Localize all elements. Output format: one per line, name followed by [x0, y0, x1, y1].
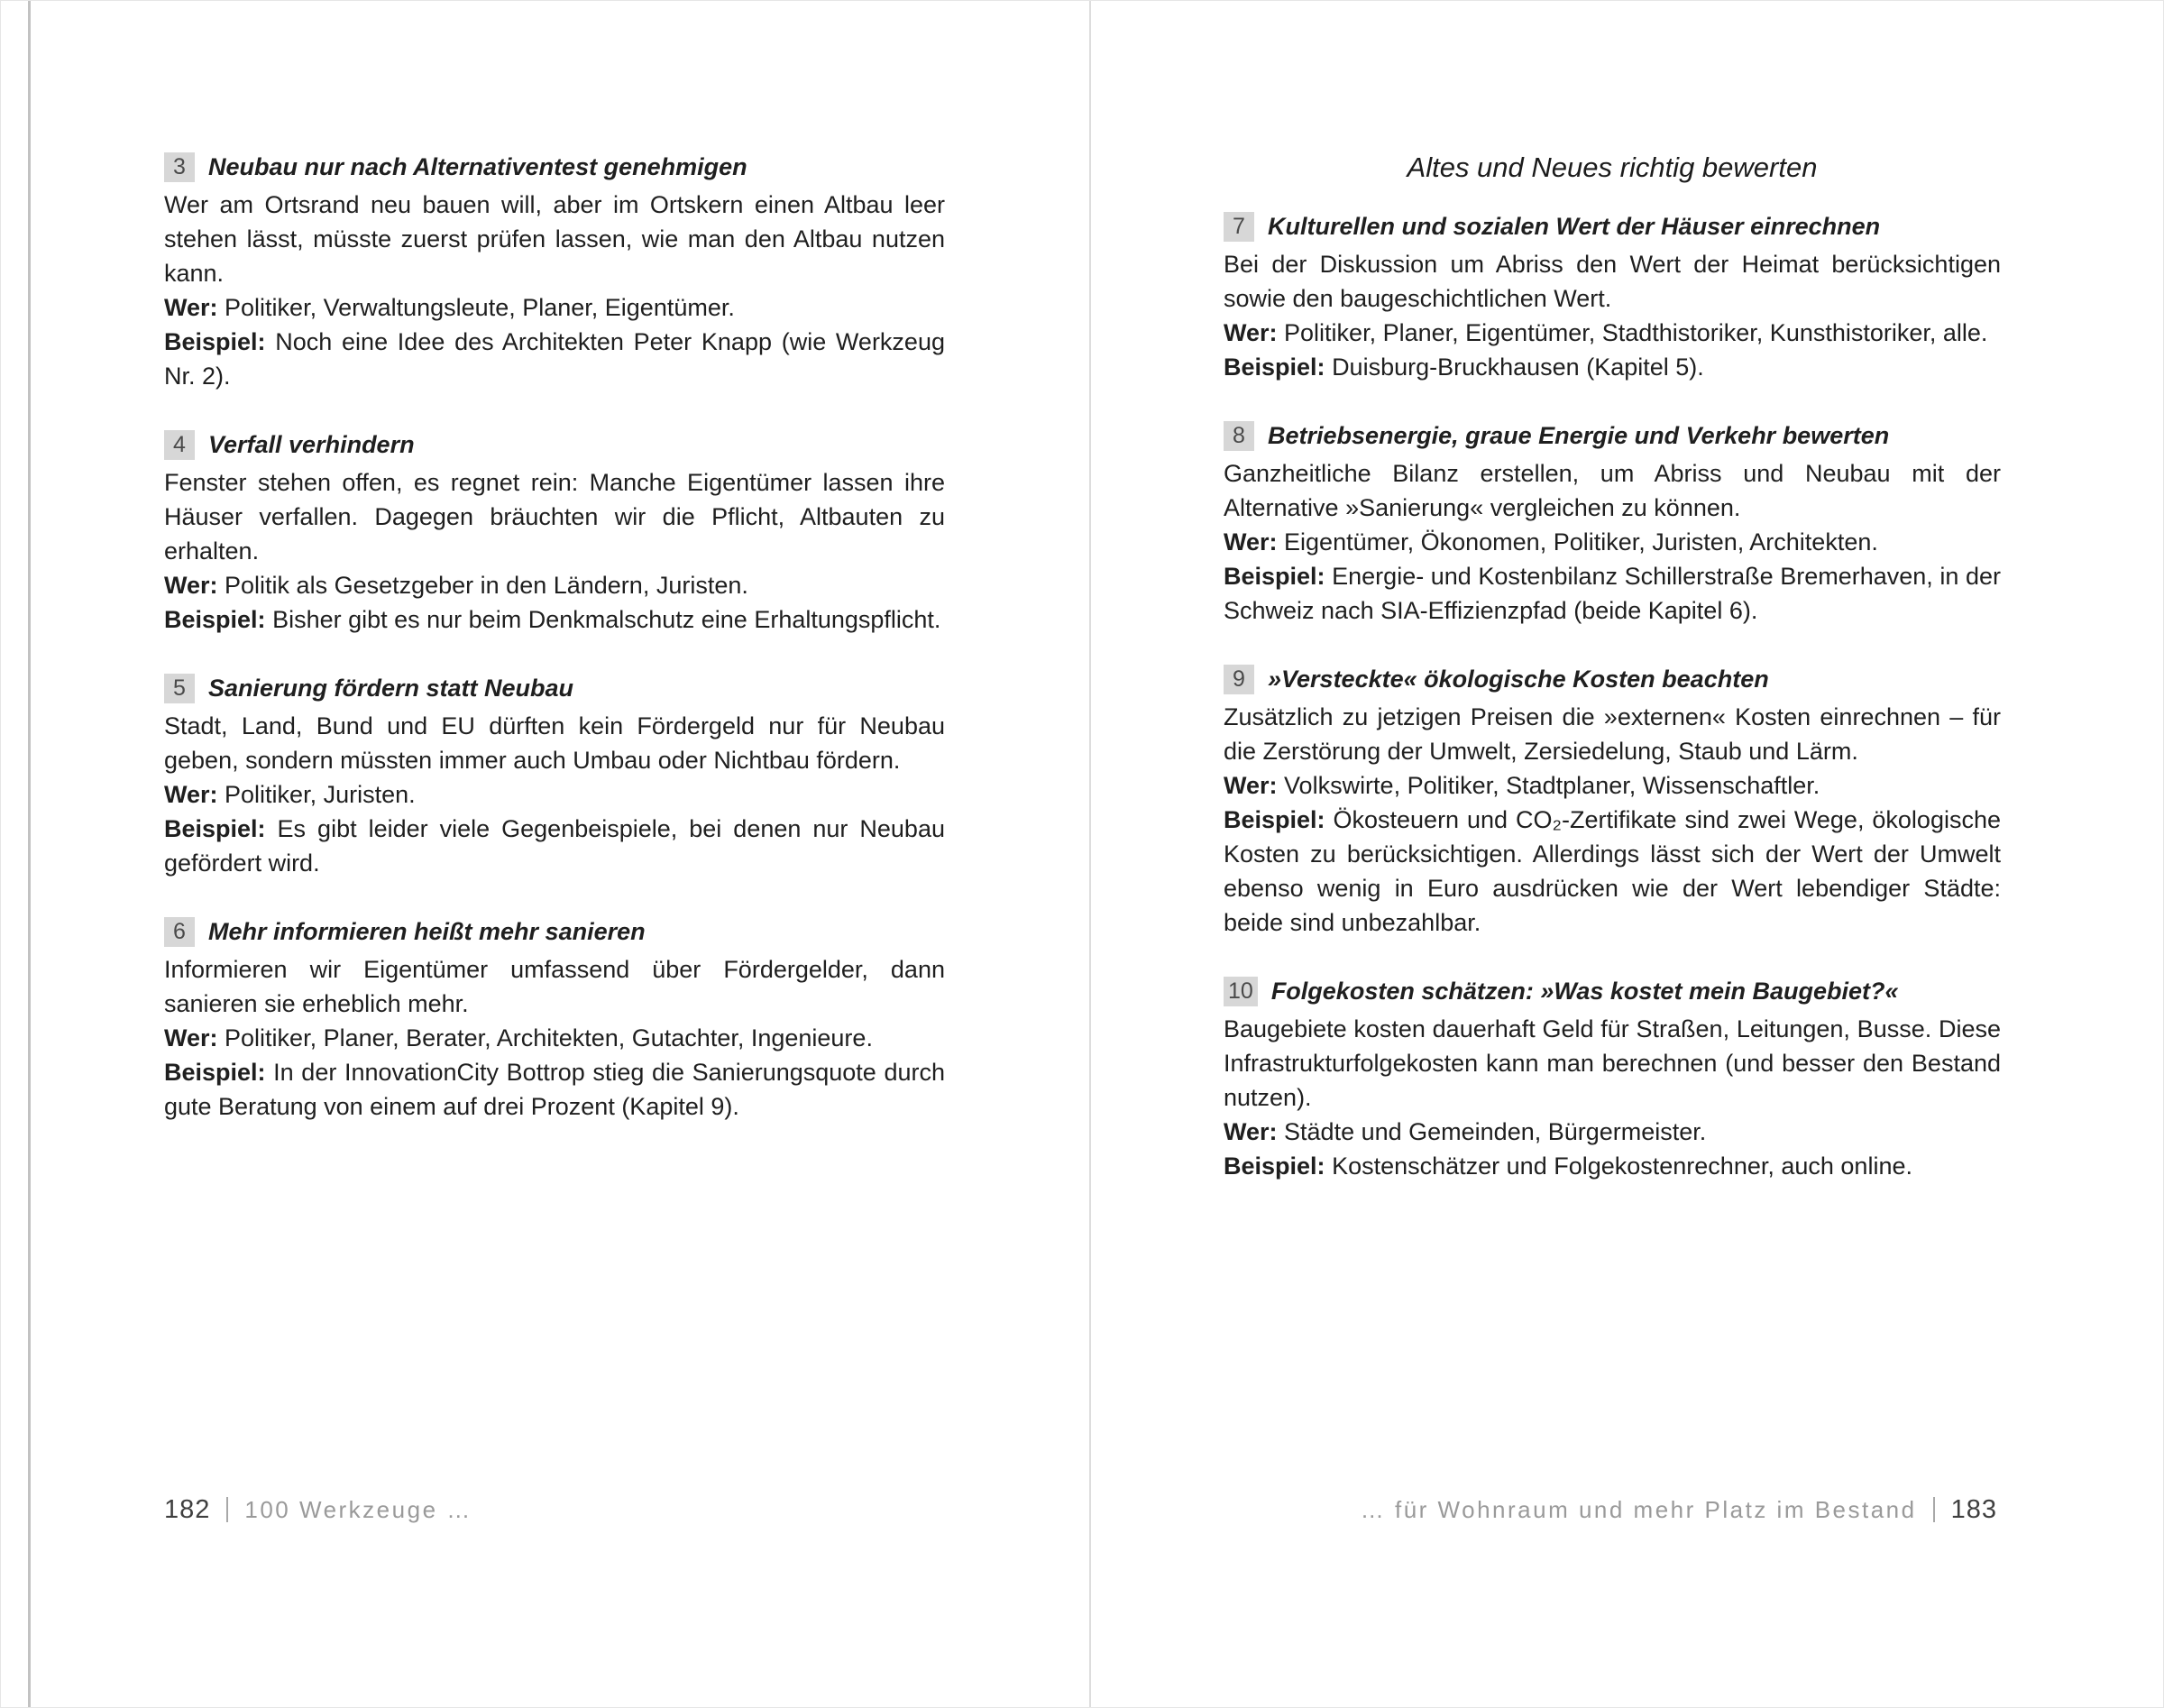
tool-beispiel: Bisher gibt es nur beim Denkmalschutz eine Erhaltungspflicht. — [272, 606, 941, 633]
tool-description: Stadt, Land, Bund und EU dürften kein Fördergeld nur für Neubau geben, sondern müssten immer auch Umbau oder Nichtbau fördern. — [164, 712, 945, 774]
tool-title: »Versteckte« ökologische Kosten beachten — [1268, 666, 1769, 693]
tool-item-4 — [164, 427, 945, 637]
beispiel-label: Beispiel: — [1224, 354, 1325, 381]
tool-item-10 — [1224, 974, 2001, 1183]
tool-title: Folgekosten schätzen: »Was kostet mein Baugebiet?« — [1270, 978, 1899, 1005]
footer-divider — [226, 1497, 228, 1522]
tool-title: Kulturellen und sozialen Wert der Häuser einrechnen — [1268, 213, 1881, 240]
running-title: … für Wohnraum und mehr Platz im Bestand — [1360, 1495, 1917, 1523]
tool-beispiel: Kostenschätzer und Folgekostenrechner, auch online. — [1332, 1152, 1912, 1180]
wer-label: Wer: — [1224, 319, 1278, 346]
beispiel-label: Beispiel: — [164, 606, 266, 633]
tool-beispiel-line — [1224, 350, 2001, 384]
tool-title: Sanierung fördern statt Neubau — [208, 675, 574, 702]
wer-label: Wer: — [1224, 528, 1278, 556]
tool-item-7 — [1224, 209, 2001, 384]
tool-beispiel: Es gibt leider viele Gegenbeispiele, bei denen nur Neubau gefördert wird. — [164, 815, 945, 877]
tool-beispiel: Noch eine Idee des Architekten Peter Knapp (wie Werkzeug Nr. 2). — [164, 328, 945, 390]
tool-title: Betriebsenergie, graue Energie und Verkehr bewerten — [1268, 422, 1890, 449]
tool-wer-line — [164, 568, 945, 602]
beispiel-label: Beispiel: — [164, 1059, 266, 1086]
tool-item-9 — [1224, 662, 2001, 940]
wer-label: Wer: — [164, 781, 218, 808]
tool-number-badge: 4 — [164, 430, 195, 460]
tool-wer-line — [1224, 1115, 2001, 1149]
tool-wer-line — [1224, 525, 2001, 559]
right-page — [1224, 150, 2001, 1183]
beispiel-label: Beispiel: — [164, 328, 266, 355]
tool-wer: Städte und Gemeinden, Bürgermeister. — [1284, 1118, 1707, 1145]
tool-description: Zusätzlich zu jetzigen Preisen die »externen« Kosten einrechnen – für die Zerstörung der Umwelt, Zersiedelung, Staub und Lärm. — [1224, 703, 2001, 765]
tool-item-heading — [1224, 974, 2001, 1008]
tool-title: Neubau nur nach Alternativentest genehmigen — [208, 153, 747, 180]
footer-divider — [1933, 1497, 1935, 1522]
tool-beispiel-line — [1224, 1149, 2001, 1183]
wer-label: Wer: — [1224, 1118, 1278, 1145]
tool-wer: Eigentümer, Ökonomen, Politiker, Juristen, Architekten. — [1284, 528, 1878, 556]
tool-description: Ganzheitliche Bilanz erstellen, um Abriss und Neubau mit der Alternative »Sanierung« vergleichen zu können. — [1224, 460, 2001, 521]
tool-item-heading — [164, 427, 945, 462]
tool-description: Bei der Diskussion um Abriss den Wert der Heimat berücksichtigen sowie den baugeschichtlichen Wert. — [1224, 251, 2001, 312]
tool-wer: Politiker, Juristen. — [225, 781, 416, 808]
left-page-footer — [164, 1493, 472, 1526]
beispiel-label: Beispiel: — [164, 815, 266, 842]
tool-number-badge: 7 — [1224, 212, 1254, 242]
tool-wer: Volkswirte, Politiker, Stadtplaner, Wissenschaftler. — [1284, 772, 1820, 799]
wer-label: Wer: — [1224, 772, 1278, 799]
tool-wer-line — [164, 290, 945, 325]
tool-wer: Politik als Gesetzgeber in den Ländern, Juristen. — [225, 572, 748, 599]
wer-label: Wer: — [164, 294, 218, 321]
wer-label: Wer: — [164, 572, 218, 599]
tool-item-heading — [164, 671, 945, 705]
tool-item-heading — [1224, 418, 2001, 453]
tool-beispiel: Duisburg-Bruckhausen (Kapitel 5). — [1332, 354, 1704, 381]
tool-number-badge: 5 — [164, 674, 195, 703]
tool-number-badge: 8 — [1224, 421, 1254, 451]
tool-beispiel: In der InnovationCity Bottrop stieg die Sanierungsquote durch gute Beratung von einem auf drei Prozent (Kapitel 9). — [164, 1059, 945, 1120]
wer-label: Wer: — [164, 1024, 218, 1051]
tool-beispiel-line — [1224, 559, 2001, 628]
tool-item-heading — [164, 914, 945, 949]
beispiel-label: Beispiel: — [1224, 806, 1325, 833]
tool-number-badge: 9 — [1224, 665, 1254, 694]
tool-description: Fenster stehen offen, es regnet rein: Manche Eigentümer lassen ihre Häuser verfallen. Dagegen bräuchten wir die Pflicht, Altbauten zu erhalten. — [164, 469, 945, 565]
tool-wer-line — [164, 777, 945, 812]
tool-description: Informieren wir Eigentümer umfassend über Fördergelder, dann sanieren sie erheblich mehr. — [164, 956, 945, 1017]
tool-wer-line — [1224, 768, 2001, 803]
tool-beispiel-line — [164, 812, 945, 880]
tool-wer: Politiker, Verwaltungsleute, Planer, Eigentümer. — [225, 294, 735, 321]
tool-description: Baugebiete kosten dauerhaft Geld für Straßen, Leitungen, Busse. Diese Infrastrukturfolgekosten kann man berechnen (und besser den Bestand nutzen). — [1224, 1015, 2001, 1111]
tool-number-badge: 3 — [164, 152, 195, 182]
tool-beispiel-line — [164, 602, 945, 637]
tool-item-5 — [164, 671, 945, 880]
tool-beispiel-line — [164, 1055, 945, 1124]
tool-title: Verfall verhindern — [208, 431, 415, 458]
page-number: 182 — [164, 1494, 211, 1524]
tool-number-badge: 10 — [1224, 977, 1258, 1006]
chapter-heading: Altes und Neues richtig bewerten — [1407, 152, 1818, 183]
tool-description: Wer am Ortsrand neu bauen will, aber im Ortskern einen Altbau leer stehen lässt, müsste zuerst prüfen lassen, wie man den Altbau nutzen kann. — [164, 191, 945, 287]
tool-beispiel: Energie- und Kostenbilanz Schillerstraße Bremerhaven, in der Schweiz nach SIA-Effizienzpfad (beide Kapitel 6). — [1224, 563, 2001, 624]
right-page-footer — [1361, 1493, 1997, 1526]
beispiel-label: Beispiel: — [1224, 1152, 1325, 1180]
running-title: 100 Werkzeuge … — [244, 1495, 472, 1523]
tool-title: Mehr informieren heißt mehr sanieren — [208, 918, 646, 945]
tool-item-8 — [1224, 418, 2001, 628]
tool-beispiel-line — [164, 325, 945, 393]
tool-beispiel-line — [1224, 803, 2001, 940]
tool-item-heading — [1224, 662, 2001, 696]
beispiel-label: Beispiel: — [1224, 563, 1325, 590]
page-number: 183 — [1950, 1494, 1997, 1524]
tool-item-heading — [1224, 209, 2001, 243]
tool-wer-line — [164, 1021, 945, 1055]
tool-beispiel: Ökosteuern und CO₂-Zertifikate sind zwei Wege, ökologische Kosten zu berücksichtigen. Allerdings lässt sich der Wert der Umwelt ebenso wenig in Euro ausdrücken wie der Wert lebendiger Städte: beide sind unbezahlbar. — [1224, 806, 2001, 936]
page-edge-line — [28, 1, 31, 1707]
center-divider — [1089, 1, 1091, 1707]
tool-wer: Politiker, Planer, Eigentümer, Stadthistoriker, Kunsthistoriker, alle. — [1284, 319, 1988, 346]
tool-item-3 — [164, 150, 945, 393]
left-page — [164, 150, 945, 1124]
tool-item-6 — [164, 914, 945, 1124]
tool-wer-line — [1224, 316, 2001, 350]
tool-item-heading — [164, 150, 945, 184]
tool-number-badge: 6 — [164, 917, 195, 947]
tool-wer: Politiker, Planer, Berater, Architekten, Gutachter, Ingenieure. — [225, 1024, 873, 1051]
